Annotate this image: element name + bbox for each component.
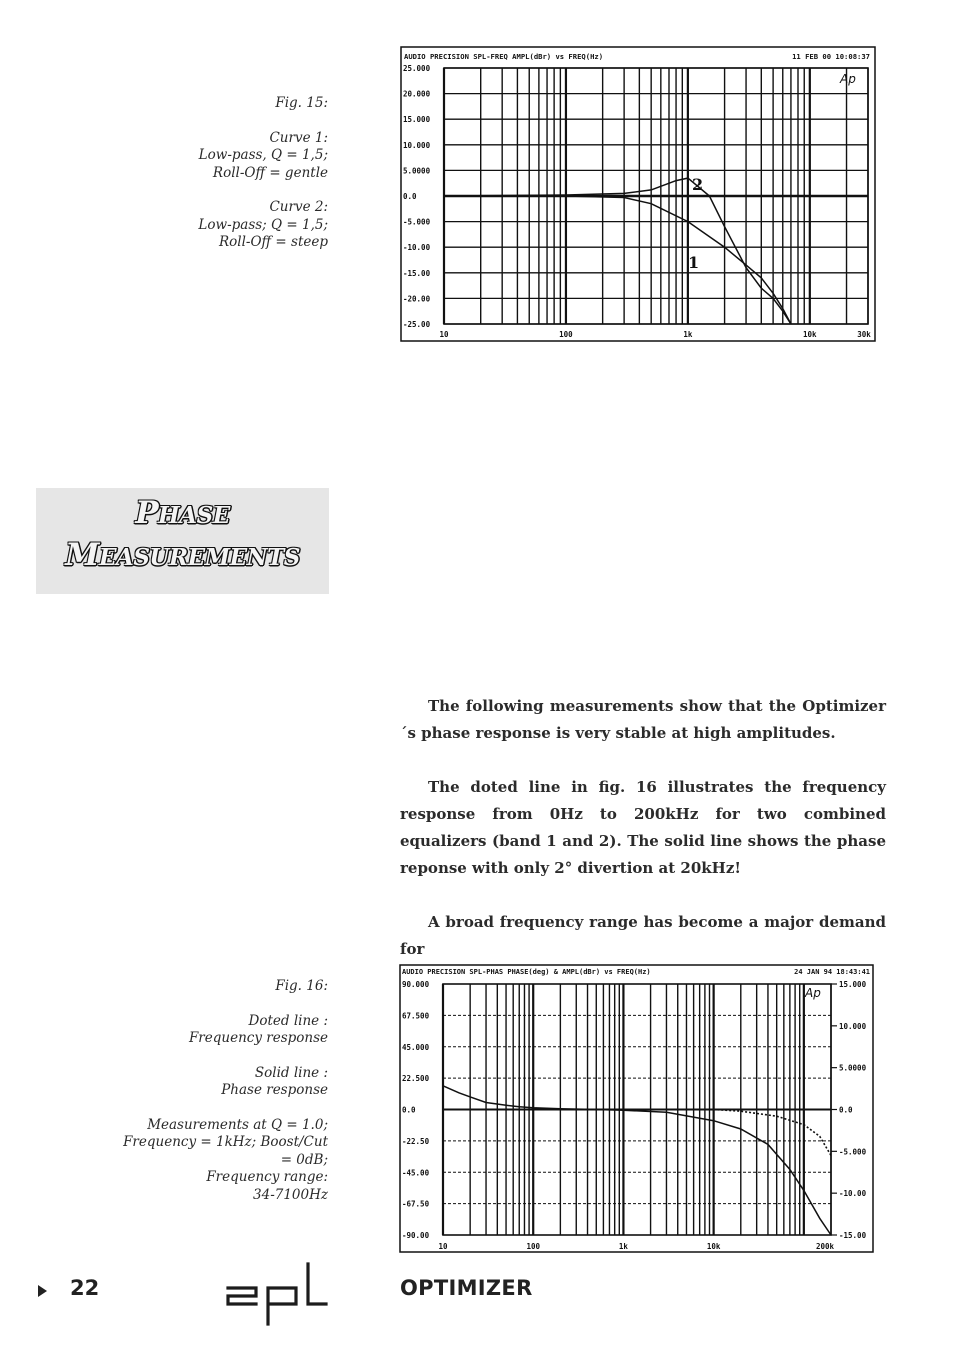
curve2-desc: Low-pass; Q = 1,5;: [198, 216, 328, 233]
fig16-ytick-right-label: 10.000: [839, 1021, 867, 1031]
fig15-xtick-label: 10k: [803, 330, 817, 339]
fig16-ytick-right-label: -5.000: [839, 1147, 867, 1157]
product-name: OPTIMIZER: [400, 1276, 533, 1300]
fig15-ytick-label: -20.00: [403, 294, 431, 304]
fig15-curve-label-2: 2: [692, 175, 704, 194]
curve1-rolloff: Roll-Off = gentle: [212, 164, 328, 181]
fig15-ytick-label: 0.0: [403, 192, 417, 201]
fig16-chart: [399, 964, 874, 1253]
fig16-xtick-label: 10k: [706, 1242, 721, 1251]
paragraph-1: The following measurements show that the Optimizer´s phase response is very stable at high amplitudes.: [400, 697, 886, 742]
fig16-label: Fig. 16:: [275, 978, 328, 994]
fig16-ytick-left-label: 67.500: [402, 1011, 430, 1021]
fig16-ytick-left-label: 90.000: [402, 980, 430, 989]
fig15-ytick-label: 15.000: [403, 115, 431, 125]
fig15-caption: [198, 95, 328, 269]
fig15-ytick-label: 5.0000: [403, 166, 431, 176]
fig16-ytick-left-label: 45.000: [402, 1042, 430, 1052]
fig16-xtick-label: 100: [526, 1242, 540, 1251]
page-number: 22: [70, 1276, 100, 1300]
fig16-xtick-label: 10: [438, 1242, 448, 1251]
fig15-chart: [400, 46, 876, 342]
measure-line5: 34-7100Hz: [253, 1186, 328, 1203]
fig16-title: AUDIO PRECISION SPL-PHAS PHASE(deg) & AMPL(dBr) vs FREQ(Hz): [402, 968, 651, 976]
curve1-desc: Low-pass, Q = 1,5;: [198, 147, 328, 163]
curve1-title: Curve 1:: [269, 129, 328, 146]
fig15-title: AUDIO PRECISION SPL-FREQ AMPL(dBr) vs FREQ(Hz): [404, 52, 604, 61]
measure-line1: Measurements at Q = 1.0;: [147, 1116, 328, 1133]
fig15-ytick-label: -10.00: [403, 243, 431, 253]
fig16-ytick-right-label: -10.00: [839, 1189, 867, 1199]
fig16-ytick-left-label: -45.00: [402, 1168, 430, 1178]
fig15-ytick-label: 25.000: [403, 64, 431, 73]
curve2-title: Curve 2:: [269, 199, 328, 215]
section-title-box: [36, 488, 329, 594]
fig15-logo: Ap: [840, 72, 856, 86]
fig15-ytick-label: 20.000: [403, 89, 431, 99]
fig15-timestamp: 11 FEB 00 10:08:37: [792, 52, 870, 61]
fig16-ytick-left-label: 22.500: [402, 1074, 430, 1084]
fig16-ytick-right-label: 15.000: [839, 980, 867, 989]
fig16-timestamp: 24 JAN 94 18:43:41: [794, 968, 870, 976]
fig15-label: Fig. 15:: [275, 95, 328, 111]
fig15-ytick-label: -15.00: [403, 268, 431, 278]
fig15-xtick-label: 1k: [683, 330, 693, 339]
fig15-plot: [400, 46, 876, 342]
fig15-curve-label-1: 1: [688, 253, 700, 272]
fig16-ytick-left-label: 0.0: [402, 1105, 416, 1115]
fig16-caption: [123, 978, 328, 1221]
curve2-rolloff: Roll-Off = steep: [219, 234, 328, 250]
measure-line4: Frequency range:: [206, 1169, 328, 1185]
fig15-ytick-label: -5.000: [403, 217, 431, 227]
footer-arrow-icon: [38, 1285, 47, 1297]
fig16-ytick-left-label: -22.50: [402, 1136, 430, 1146]
fig15-xtick-label: 10: [439, 330, 449, 339]
fig16-logo: Ap: [805, 986, 821, 1000]
fig16-ytick-right-label: 5.0000: [839, 1063, 867, 1073]
measure-line2: Frequency = 1kHz; Boost/Cut: [123, 1134, 328, 1150]
doted-line-title: Doted line :: [248, 1012, 328, 1029]
fig15-ytick-label: -25.00: [403, 320, 431, 329]
fig16-ytick-right-label: -15.00: [839, 1231, 867, 1240]
fig16-xtick-label: 200k: [815, 1242, 835, 1251]
section-title-line2: MEASUREMENTS: [65, 537, 300, 573]
fig15-xtick-label: 30k: [857, 330, 871, 339]
spl-logo: [226, 1262, 328, 1332]
measure-line3: = 0dB;: [280, 1151, 328, 1168]
paragraph-2: The doted line in fig. 16 illustrates the frequency response from 0Hz to 200kHz for two combined equalizers (band 1 and 2). The solid line shows the phase reponse with only 2° divertion at 20kHz!: [400, 778, 886, 877]
section-title-line1: PHASE: [135, 495, 230, 531]
fig16-ytick-right-label: 0.0: [839, 1105, 853, 1115]
fig16-ytick-left-label: -67.50: [402, 1199, 430, 1209]
paragraph-3: A broad frequency range has become a major demand for: [400, 913, 886, 958]
fig16-ytick-left-label: -90.00: [402, 1231, 430, 1240]
fig15-ytick-label: 10.000: [403, 140, 431, 150]
solid-line-desc: Phase response: [221, 1082, 328, 1098]
doted-line-desc: Frequency response: [188, 1030, 328, 1046]
fig16-xtick-label: 1k: [618, 1242, 628, 1251]
fig15-xtick-label: 100: [559, 330, 573, 339]
fig16-plot: [399, 964, 874, 1253]
body-text: [400, 693, 886, 990]
solid-line-title: Solid line :: [254, 1064, 328, 1081]
